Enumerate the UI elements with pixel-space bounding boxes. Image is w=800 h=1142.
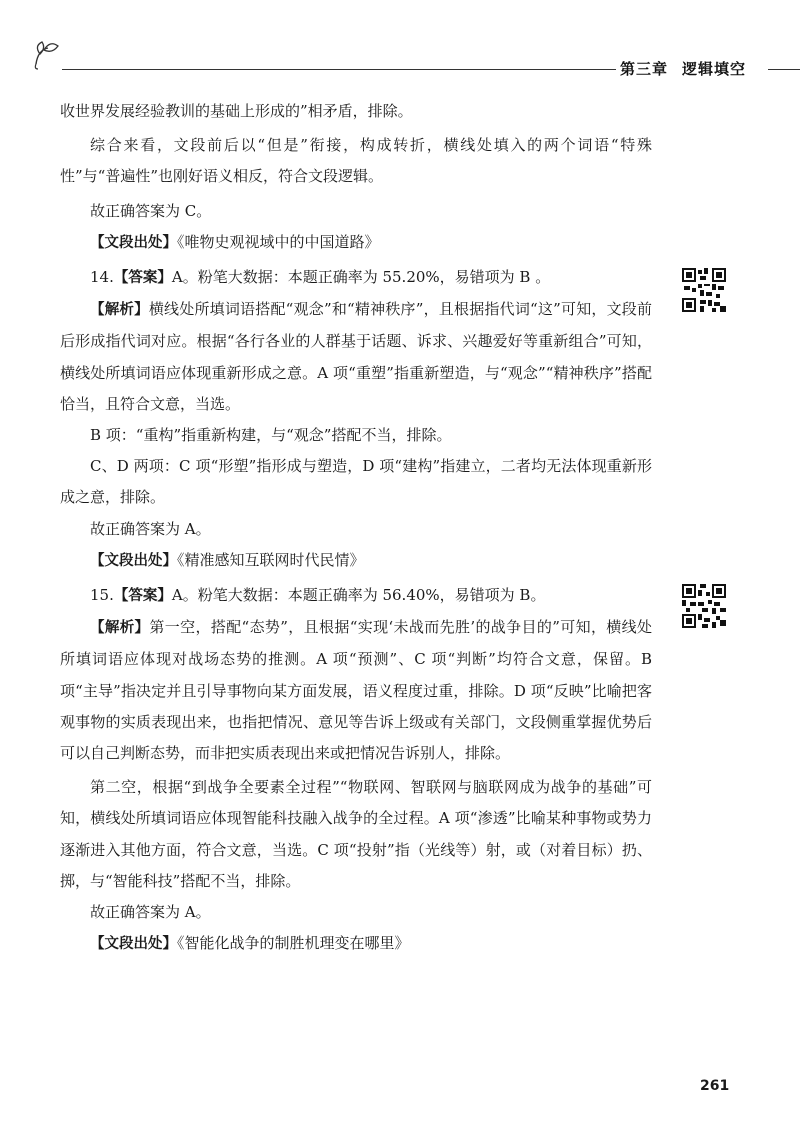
answer-text: A。粉笔大数据：本题正确率为 56.40%，易错项为 B。 [171,586,546,605]
question-number: 14. [90,268,114,287]
paragraph: 第二空，根据“到战争全要素全过程”“物联网、智联网与脑联网成为战争的基础”可知，横线处所填词语应体现智能科技融入战争的全过程。A 项“渗透”比喻某种事物或势力逐渐进入其他方面，符合文意，当选。C 项“投射”指（光线等）射，或（对着目标）扔、掷，与“智能科技”搭配不当，排除。 [60,778,652,890]
source-title: 《精准感知互联网时代民情》 [177,550,365,569]
paragraph: C、D 两项：C 项“形塑”指形成与塑造，D 项“建构”指建立，二者均无法体现重新形成之意，排除。 [60,457,652,507]
page-number: 261 [700,1078,730,1094]
source-title: 《唯物史观视域中的中国道路》 [177,232,380,251]
answer-label: 【答案】 [113,588,172,605]
source-line [60,545,652,577]
analysis-text: 横线处所填词语搭配“观念”和“精神秩序”，且根据指代词“这”可知，文段前后形成指代词对应。根据“各行各业的人群基于话题、诉求、兴趣爱好等重新组合”可知，横线处所填词语应体现重新形成之意。A 项“重塑”指重新塑造，与“观念”“精神秩序”搭配恰当，且符合文意，当选。 [60,300,653,413]
page-content [60,96,652,960]
answer-line: 故正确答案为 C。 [90,201,212,220]
header-rule [62,69,616,70]
paragraph: B 项：“重构”指重新构建，与“观念”搭配不当，排除。 [90,426,452,445]
answer-text: A。粉笔大数据：本题正确率为 55.20%，易错项为 B 。 [171,268,551,287]
answer-line: 故正确答案为 A。 [90,519,211,538]
analysis-label: 【解析】 [90,620,150,637]
paragraph: 综合来看，文段前后以“但是”衔接，构成转折，横线处填入的两个词语“特殊性”与“普遍性”也刚好语义相反，符合文段逻辑。 [60,136,652,186]
qr-code-icon[interactable] [682,584,726,628]
paragraph: 收世界发展经验教训的基础上形成的”相矛盾，排除。 [60,102,413,120]
analysis-label: 【解析】 [90,302,149,319]
chapter-title [620,58,746,79]
analysis-text: 第一空，搭配“态势”，且根据“实现‘未战而先胜’的战争目的”可知，横线处所填词语应体现对战场态势的推测。A 项“预测”、C 项“判断”均符合文意，保留。B 项“主导”指决定并且引导事物向某方面发展，语义程度过重，排除。D 项“反映”比喻把客观事物的实质表现出来，也指把情况、意见等告诉上级或有关部门，文段侧重掌握优势后可以自己判断态势，而非把实质表现出来或把情况告诉别人，排除。 [60,618,653,763]
answer-line: 故正确答案为 A。 [90,903,211,922]
source-line [60,928,652,960]
qr-code-icon[interactable] [682,268,726,312]
source-label: 【文段出处】 [90,552,177,569]
leaf-icon [28,36,64,72]
qr-code-graphic [682,584,726,628]
question-14-analysis [60,294,652,420]
question-15-analysis [60,612,652,769]
qr-code-graphic [682,268,726,312]
source-line [60,227,652,259]
source-title: 《智能化战争的制胜机理变在哪里》 [177,934,410,953]
header-rule-right [768,69,800,70]
chapter-number: 第三章 [620,60,669,78]
page-header [28,36,800,76]
source-label: 【文段出处】 [90,234,177,251]
source-label: 【文段出处】 [90,936,177,953]
question-number: 15. [90,586,114,605]
question-14-answer [60,262,652,294]
question-15-answer [60,580,652,612]
answer-label: 【答案】 [113,270,172,287]
chapter-name: 逻辑填空 [682,60,747,78]
